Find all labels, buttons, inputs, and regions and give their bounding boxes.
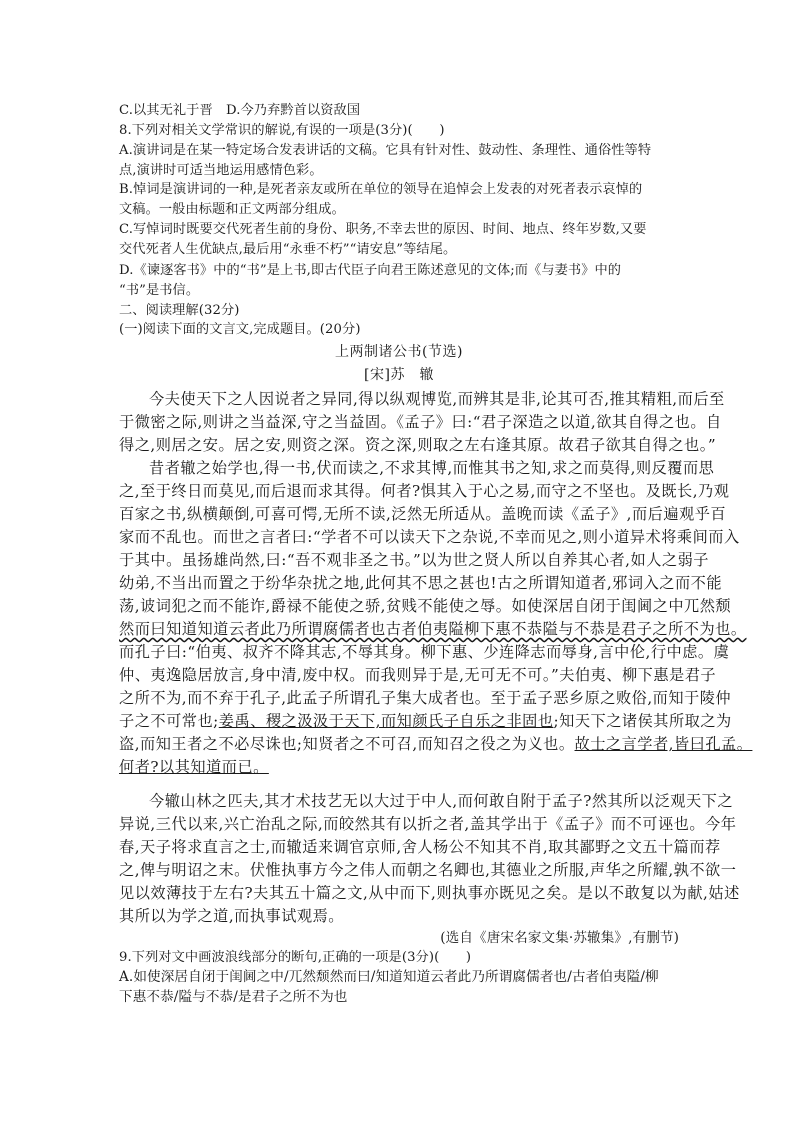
paragraph-line: 得之,则居之安。居之安,则资之深。资之深,则取之左右逢其原。故君子欲其自得之也。”: [119, 436, 717, 454]
q9-option-a-cont: 下惠不恭/隘与不恭/是君子之所不为也: [119, 989, 348, 1005]
q8-option-c-cont: 交代死者人生优缺点,最后用“永垂不朽”“请安息”等结尾。: [119, 242, 457, 257]
paragraph-line: 昔者辙之始学也,得一书,伏而读之,不求其博,而惟其书之知,求之而莫得,则反覆而思: [149, 459, 715, 477]
wavy-underlined-line: 然而曰知道知道云者此乃所谓腐儒者也古者伯夷隘柳下惠不恭隘与不恭是君子之所不为也。: [119, 620, 747, 638]
paragraph-line: 今夫使天下之人因说者之异同,得以纵观博览,而辨其是非,论其可否,推其精粗,而后至: [149, 390, 725, 408]
paragraph-line: 其所以为学之道,而执事试观焉。: [119, 907, 344, 925]
paragraph-line: 而孔子曰:“伯夷、叔齐不降其志,不辱其身。柳下惠、少连降志而辱身,言中伦,行中虑。虞: [119, 643, 730, 661]
paragraph-line: 荡,诐词犯之而不能诈,爵禄不能使之骄,贫贱不能使之辱。如使深居自闭于闺阃之中兀然颓: [119, 597, 732, 615]
q9-option-a: A.如使深居自闭于闺阃之中/兀然颓然而曰/知道知道云者此乃所谓腐儒者也/古者伯夷隘/柳: [119, 969, 659, 985]
subsection-heading: (一)阅读下面的文言文,完成题目。(20分): [119, 322, 361, 337]
paragraph-line: 家而不乱也。而世之言者曰:“学者不可以读天下之杂说,不幸而见之,则小道异术将乘间而入: [119, 528, 740, 546]
paragraph-line: [119, 733, 753, 755]
source-citation: (选自《唐宋名家文集·苏辙集》,有删节): [440, 930, 679, 946]
paragraph-line: 幼弟,不当出而置之于纷华杂扰之地,此何其不思之甚也!古之所谓知道者,邪词入之而不能: [119, 574, 723, 592]
paragraph-line: [119, 710, 732, 732]
passage-author: [宋]苏 辙: [364, 367, 434, 383]
paragraph-line: 之,至于终日而莫见,而后退而求其得。何者?惧其入于心之易,而守之不坚也。及既长,乃观: [119, 482, 730, 500]
paragraph-line: 仲、夷逸隐居放言,身中清,废中权。而我则异于是,无可无不可。”夫伯夷、柳下惠是君子: [119, 666, 717, 684]
text-segment: 盗,而知王者之不必尽诛也;知贤者之不可召,而知召之役之为义也。: [119, 735, 575, 753]
underlined-sentence: 姜禹、稷之汲汲于天下,而知颜氏子自乐之非固也: [218, 712, 554, 730]
paragraph-line: 异说,三代以来,兴亡治乱之际,而皎然其有以折之者,盖其学出于《孟子》而不可诬也。今年: [119, 815, 737, 833]
section-heading: 二、阅读理解(32分): [119, 303, 240, 318]
q8-option-a-cont: 点,演讲时可适当地运用感情色彩。: [119, 163, 323, 178]
paragraph-line: 于微密之际,则讲之当益深,守之当益固。《孟子》曰:“君子深造之以道,欲其自得之也。自: [119, 413, 722, 431]
paragraph-line: 之所不为,而不弃于孔子,此孟子所谓孔子集大成者也。至于孟子恶乡原之败俗,而知于陵仲: [119, 689, 732, 707]
underlined-sentence: 何者?以其知道而已。: [119, 758, 269, 776]
paragraph-line: 于其中。虽扬雄尚然,曰:“吾不观非圣之书。”以为世之贤人所以自养其心者,如人之弱子: [119, 551, 709, 569]
passage-title: 上两制诸公书(节选): [335, 344, 463, 360]
paragraph-line: 今辙山林之匹夫,其才术技艺无以大过于中人,而何敢自附于孟子?然其所以泛观天下之: [149, 792, 734, 810]
text-segment: 子之不可常也;: [119, 712, 219, 730]
paragraph-line: 见以效薄技于左右?夫其五十篇之文,从中而下,则执事亦既见之矣。是以不敢复以为献,姑述: [119, 884, 740, 902]
q8-option-d-cont: “书”是书信。: [119, 283, 200, 298]
q8-option-b-cont: 文稿。一般由标题和正文两部分组成。: [119, 202, 345, 217]
paragraph-line: 百家之书,纵横颠倒,可喜可愕,无所不读,泛然无所适从。盖晚而读《孟子》,而后遍观乎百: [119, 505, 727, 523]
question-8: 8.下列对相关文学常识的解说,有误的一项是(3分)( ): [119, 123, 445, 138]
text-segment: ;知天下之诸侯其所取之为: [553, 712, 732, 730]
q8-option-a: A.演讲词是在某一特定场合发表讲话的文稿。它具有针对性、鼓动性、条理性、通俗性等特: [119, 143, 652, 158]
underlined-sentence: 故士之言学者,皆曰孔孟。: [574, 735, 753, 753]
option-line: C.以其无礼于晋 D.今乃弃黔首以资敌国: [119, 103, 361, 118]
paragraph-line: 春,天子将求直言之士,而辙适来调官京师,舍人杨公不知其不肖,取其鄙野之文五十篇而荐: [119, 838, 721, 856]
q8-option-b: B.悼词是演讲词的一种,是死者亲友或所在单位的领导在追悼会上发表的对死者表示哀悼的: [119, 182, 643, 197]
paragraph-line: [119, 756, 679, 778]
q8-option-c: C.写悼词时既要交代死者生前的身份、职务,不幸去世的原因、时间、地点、终年岁数,又要: [119, 222, 647, 237]
question-9: 9.下列对文中画波浪线部分的断句,正确的一项是(3分)( ): [119, 950, 472, 965]
paragraph-line: 之,俾与明诏之末。伏惟执事方今之伟人而朝之名卿也,其德业之所服,声华之所耀,孰不欲一: [119, 861, 737, 879]
q8-option-d: D.《谏逐客书》中的“书”是上书,即古代臣子向君王陈述意见的文体;而《与妻书》中的: [119, 263, 622, 278]
